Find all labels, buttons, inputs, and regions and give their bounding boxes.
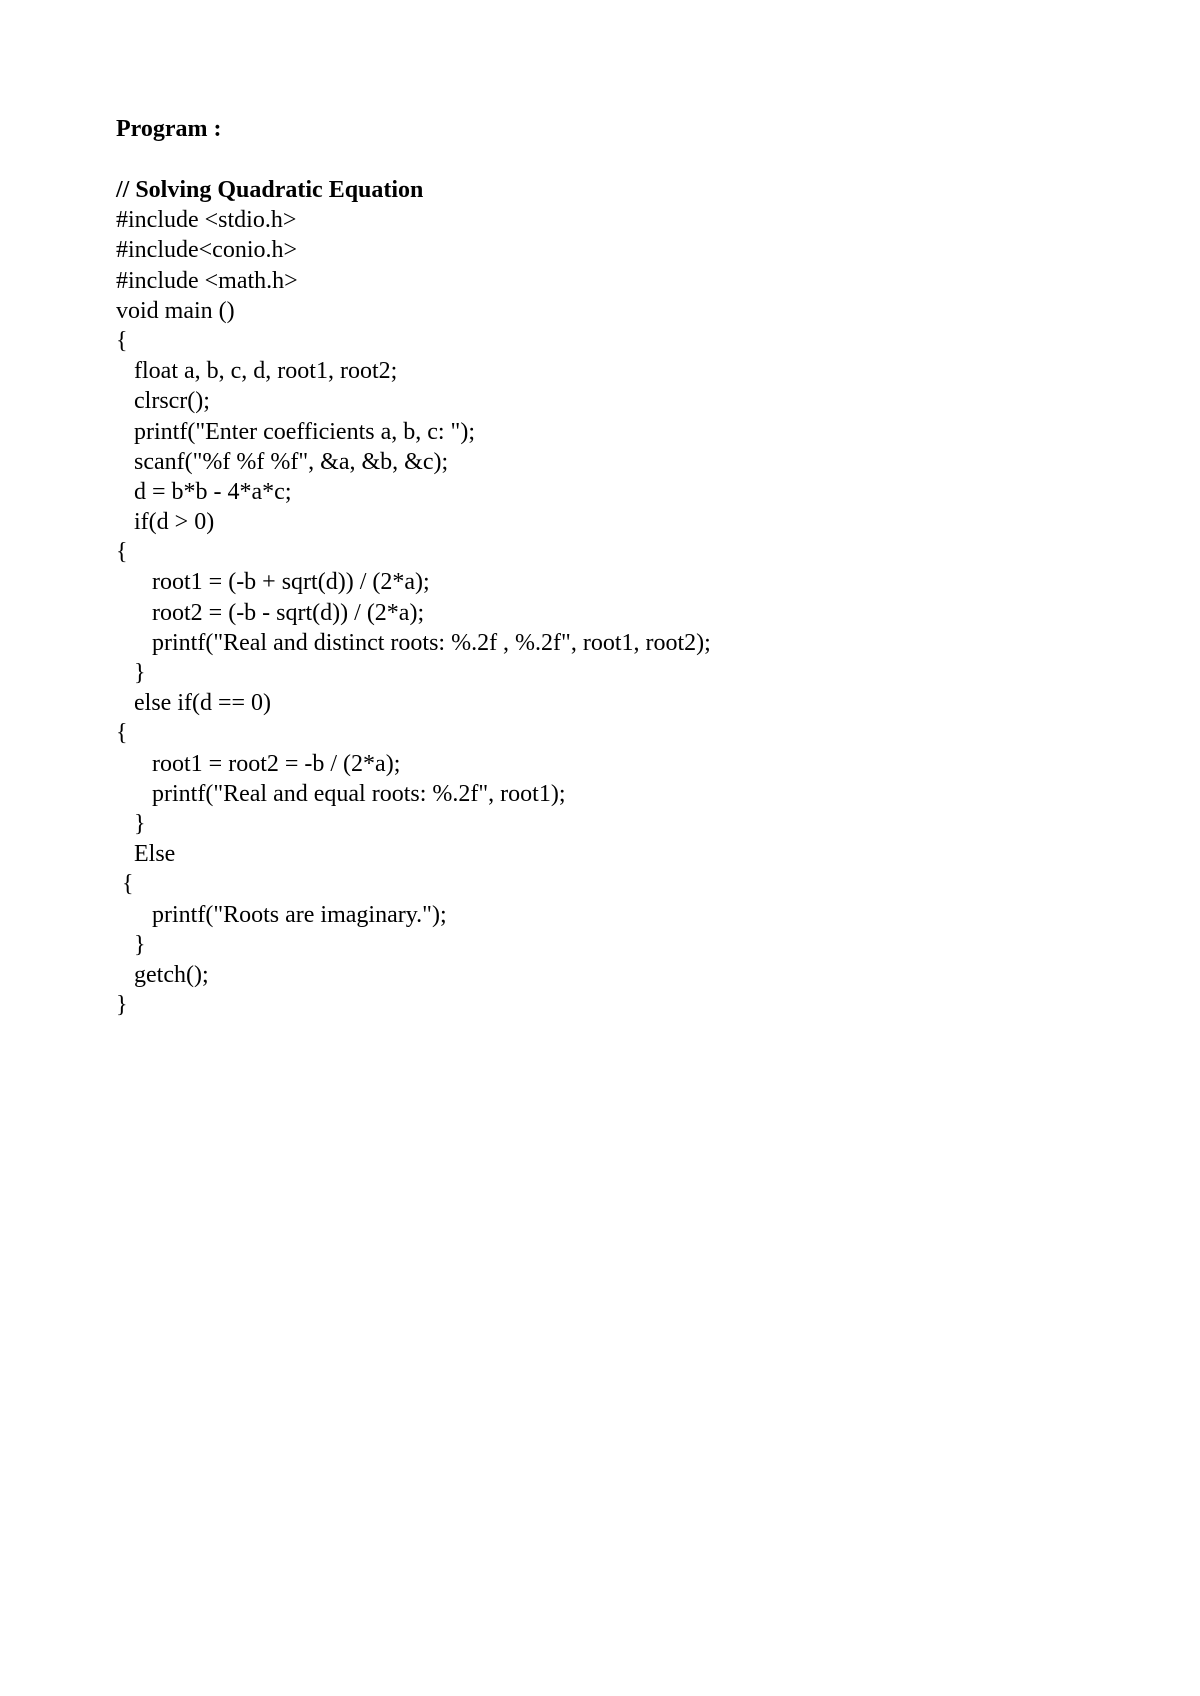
code-line: getch(); — [116, 961, 209, 988]
code-line: { — [116, 720, 128, 747]
code-line: #include<conio.h> — [116, 237, 298, 264]
code-line: printf("Real and equal roots: %.2f", root1); — [116, 780, 566, 807]
code-block — [116, 175, 711, 1020]
code-line: else if(d == 0) — [116, 690, 272, 717]
code-line: } — [116, 810, 146, 837]
code-line: #include <math.h> — [116, 267, 298, 294]
code-line: printf("Real and distinct roots: %.2f , %.2f", root1, root2); — [116, 629, 711, 656]
code-line: } — [116, 992, 128, 1019]
code-line: root2 = (-b - sqrt(d)) / (2*a); — [116, 599, 425, 626]
code-line: } — [116, 660, 146, 686]
code-line: d = b*b - 4*a*c; — [116, 478, 292, 505]
program-heading: Program : — [116, 116, 222, 142]
code-line: } — [116, 931, 146, 958]
code-line: clrscr(); — [116, 388, 210, 415]
code-line: void main () — [116, 297, 235, 324]
code-line: if(d > 0) — [116, 509, 215, 536]
code-line: scanf("%f %f %f", &a, &b, &c); — [116, 448, 449, 475]
code-line: root1 = root2 = -b / (2*a); — [116, 750, 401, 777]
code-line: { — [116, 539, 128, 566]
code-line: { — [116, 327, 128, 354]
code-line: float a, b, c, d, root1, root2; — [116, 358, 398, 385]
code-line: { — [116, 871, 134, 898]
code-line: // Solving Quadratic Equation — [116, 177, 424, 203]
code-line: Else — [116, 841, 176, 868]
code-line: #include <stdio.h> — [116, 207, 297, 234]
code-line: printf("Enter coefficients a, b, c: "); — [116, 418, 476, 445]
code-line: printf("Roots are imaginary."); — [116, 901, 447, 928]
code-line: root1 = (-b + sqrt(d)) / (2*a); — [116, 569, 430, 596]
